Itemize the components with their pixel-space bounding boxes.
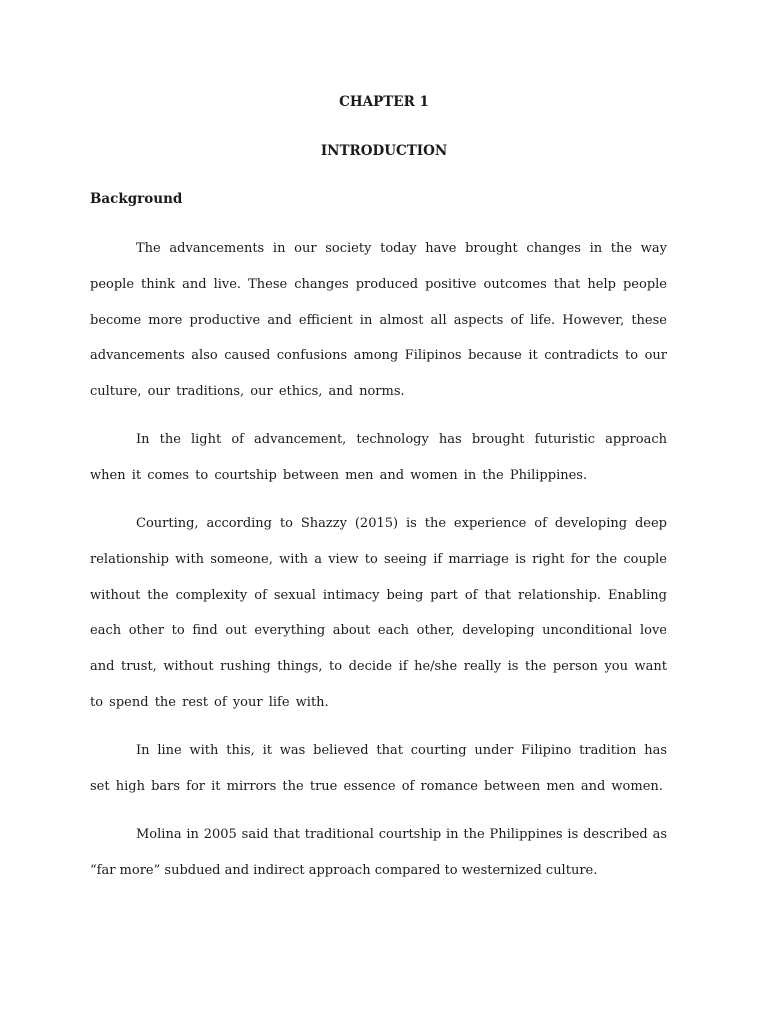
chapter-heading: CHAPTER 1 (339, 94, 429, 110)
section-heading: Background (90, 191, 183, 207)
paragraph: In the light of advancement, technology has brought futuristic approach when it comes to courtship between men and women in the Philippines. (90, 432, 667, 483)
page-title: INTRODUCTION (320, 143, 448, 159)
paragraph: In line with this, it was believed that courting under Filipino tradition has set high bars for it mirrors the true essence of romance between men and women. (90, 743, 667, 794)
paragraph: The advancements in our society today have brought changes in the way people think and live. These changes produced positive outcomes that help people become more productive and efficient in almost all aspects of life. However, these advancements also caused confusions among Filipinos because it contradicts to our culture, our traditions, our ethics, and norms. (90, 241, 667, 400)
paragraph: Courting, according to Shazzy (2015) is the experience of developing deep relationship with someone, with a view to seeing if marriage is right for the couple without the complexity of sexual intimacy being part of that relationship. Enabling each other to find out everything about each other, developing unconditional love and trust, without rushing things, to decide if he/she really is the person you want to spend the rest of your life with. (90, 516, 667, 710)
paragraph: Molina in 2005 said that traditional courtship in the Philippines is described as “far more” subdued and indirect approach compared to westernized culture. (90, 827, 667, 878)
